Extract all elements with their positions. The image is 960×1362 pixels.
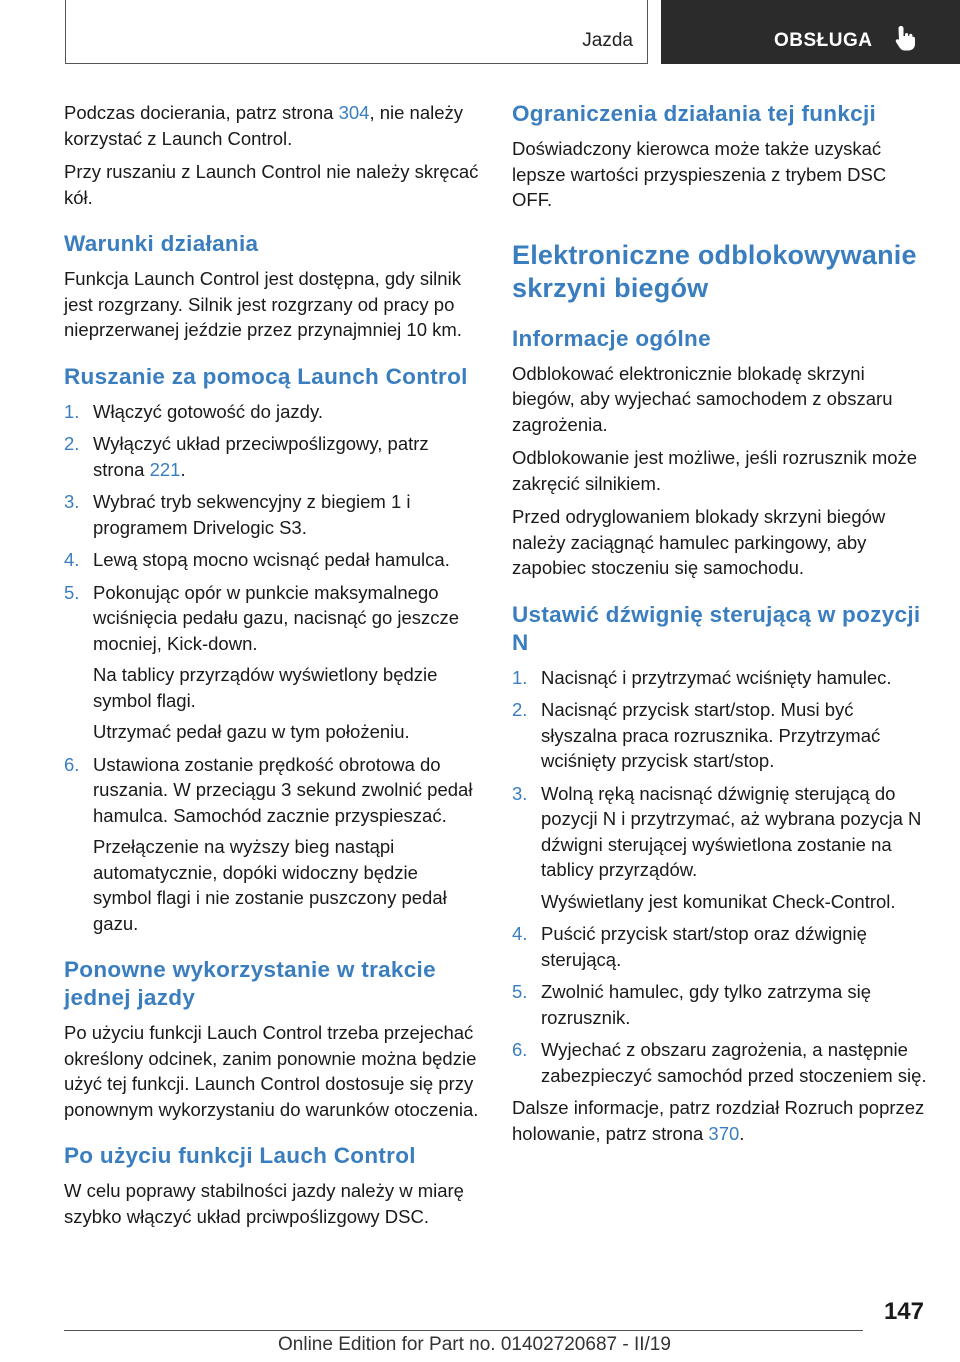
footer-edition: Online Edition for Part no. 01402720687 - II/19 xyxy=(278,1334,671,1355)
list-item: 6. Ustawiona zostanie prędkość obrotowa do ruszania. W przeciągu 3 sekund zwolnić pedał hamulca. Samochód zacznie przyspieszać. Przełączenie na wyższy bieg nastąpi automatycznie, dopóki widoczny będzie symbol flagi i nie zostanie puszczony pedał gazu. xyxy=(64,752,480,937)
footer-divider xyxy=(64,1330,863,1331)
list-item: 4. Puścić przycisk start/stop oraz dźwignię sterującą. xyxy=(512,923,867,970)
list-item: 1. Nacisnąć i przytrzymać wciśnięty hamulec. xyxy=(512,666,892,688)
po-uzyciu-text: W celu poprawy stabilności jazdy należy w miarę szybko włączyć układ prciwpoślizgowy DSC. xyxy=(64,1180,464,1227)
list-item-note: Na tablicy przyrządów wyświetlony będzie symbol flagi. xyxy=(93,664,438,711)
header-section-title: Jazda xyxy=(582,30,633,51)
section-heading-po-uzyciu: Po użyciu funkcji Lauch Control xyxy=(64,1143,416,1168)
section-heading-ponowne: Ponowne wykorzystanie w trakcie jednej jazdy xyxy=(64,957,436,1010)
ruszanie-steps xyxy=(64,399,480,937)
informacje-paragraph: Odblokowanie jest możliwe, jeśli rozrusznik może zakręcić silnikiem. xyxy=(512,447,918,494)
list-item-note: Wyświetlany jest komunikat Check-Control. xyxy=(541,890,896,912)
list-item: 6. Wyjechać z obszaru zagrożenia, a następnie zabezpieczyć samochód przed stoczeniem się. xyxy=(512,1039,927,1086)
page-link-304[interactable]: 304 xyxy=(338,102,370,123)
list-item: 2. Nacisnąć przycisk start/stop. Musi być słyszalna praca rozrusznika. Przytrzymać wciśnięty przycisk start/stop. xyxy=(512,699,881,771)
warunki-text: Funkcja Launch Control jest dostępna, gdy silnik jest rozgrzany. Silnik jest rozgrzany od pracy po nieprzerwanej jeździe przez przynajmniej 10 km. xyxy=(64,268,462,340)
section-heading-ruszanie: Ruszanie za pomocą Launch Control xyxy=(64,363,468,389)
right-column xyxy=(512,100,928,1154)
section-heading-ustawic: Ustawić dźwignię sterującą w pozycji N xyxy=(512,601,921,655)
main-heading: Elektroniczne odblokowywanie skrzyni biegów xyxy=(512,239,917,303)
header-chapter-tab[interactable] xyxy=(661,0,960,64)
ustawic-steps xyxy=(512,665,928,1089)
page-number: 147 xyxy=(883,1298,924,1325)
closing-paragraph: Dalsze informacje, patrz rozdział Rozruch poprzez holowanie, patrz strona 370. xyxy=(512,1097,925,1144)
informacje-paragraph: Odblokować elektronicznie blokadę skrzyni biegów, aby wyjechać samochodem z obszaru zagrożenia. xyxy=(512,362,893,435)
intro-paragraph: Podczas docierania, patrz strona 304, nie należy korzystać z Launch Control. xyxy=(64,102,464,149)
list-item: 2. Wyłączyć układ przeciwpoślizgowy, patrz strona 221. xyxy=(64,433,429,480)
hand-pointer-icon xyxy=(893,24,919,52)
list-item: 5. Zwolnić hamulec, gdy tylko zatrzyma się rozrusznik. xyxy=(512,981,872,1028)
ponowne-text: Po użyciu funkcji Lauch Control trzeba przejechać określony odcinek, zanim ponownie można będzie użyć tej funkcji. Launch Control dostosuje się przy ponownym wykorzystaniu do warunków otoczenia. xyxy=(64,1022,479,1120)
page-link-370[interactable]: 370 xyxy=(708,1122,740,1144)
list-item: 5. Pokonując opór w punkcie maksymalnego wciśnięcia pedału gazu, nacisnąć go jeszcze mocniej, Kick-down. Na tablicy przyrządów wyświetlony będzie symbol flagi. Utrzymać pedał gazu w tym położeniu. xyxy=(64,580,480,745)
list-item: 4. Lewą stopą mocno wcisnąć pedał hamulca. xyxy=(64,549,450,570)
informacje-paragraph: Przed odryglowaniem blokady skrzyni biegów należy zaciągnąć hamulec parkingowy, aby zapobiec stoczeniu się samochodu. xyxy=(512,506,886,578)
list-item: 3. Wybrać tryb sekwencyjny z biegiem 1 i programem Drivelogic S3. xyxy=(64,491,411,538)
section-heading-warunki: Warunki działania xyxy=(64,231,259,256)
page-link-221[interactable]: 221 xyxy=(149,458,181,480)
left-column xyxy=(64,100,480,1237)
list-item: 3. Wolną ręką nacisnąć dźwignię sterującą do pozycji N i przytrzymać, aż wybrana pozycja N dźwigni sterującej wyświetlona zostanie na tablicy przyrządów. Wyświetlany jest komunikat Check-Control. xyxy=(512,781,928,915)
header-chapter-title: OBSŁUGA xyxy=(774,30,873,51)
list-item: 1. Włączyć gotowość do jazdy. xyxy=(64,400,323,422)
ograniczenia-text: Doświadczony kierowca może także uzyskać lepsze wartości przyspieszenia z trybem DSC OFF. xyxy=(512,138,887,210)
intro-paragraph: Przy ruszaniu z Launch Control nie należy skręcać kół. xyxy=(64,161,479,208)
section-heading-informacje: Informacje ogólne xyxy=(512,325,711,351)
list-item-note: Utrzymać pedał gazu w tym położeniu. xyxy=(93,721,410,742)
section-heading-ograniczenia: Ograniczenia działania tej funkcji xyxy=(512,101,877,126)
header-section-box xyxy=(65,0,648,64)
list-item-note: Przełączenie na wyższy bieg nastąpi automatycznie, dopóki widoczny będzie symbol flagi i nie zostanie puszczony pedał gazu. xyxy=(93,836,447,934)
